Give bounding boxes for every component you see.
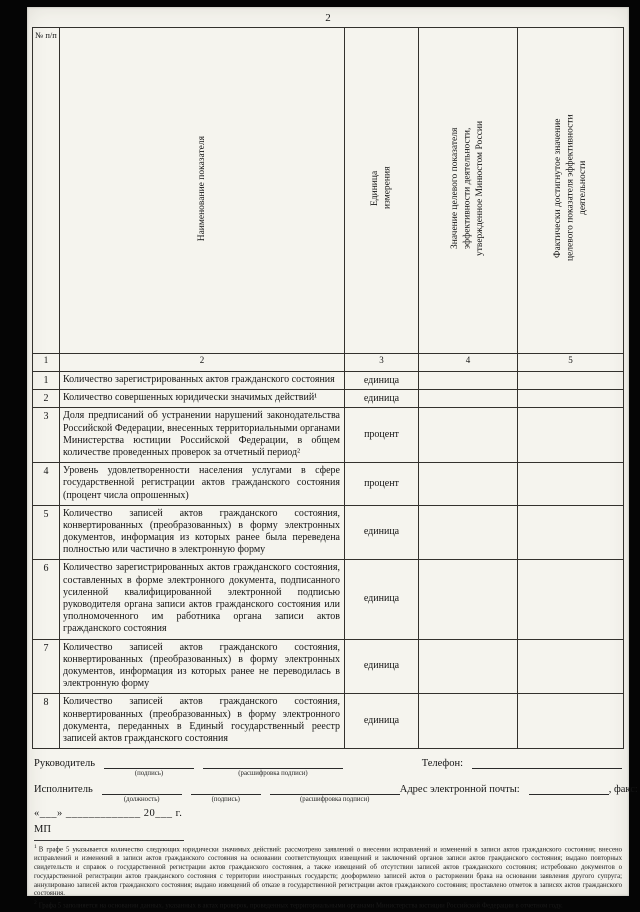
footnote-separator: [34, 840, 184, 841]
executor-signature-row: [34, 783, 638, 803]
stamp-placeholder: МП: [34, 824, 51, 835]
target-value-cell: [419, 505, 518, 560]
signature-caption: (расшифровка подписи): [300, 795, 370, 803]
indicator-name-cell: Количество зарегистрированных актов гражданского состояния, составленных в форме электронного документа, подписанного усиленной квалифицированной электронной подписью руководителя органа записи актов гражданского состояния или уполномоченного им работника органа записи актов гражданского состояния: [60, 560, 345, 639]
head-sign-field: [104, 757, 194, 777]
actual-value-cell: [518, 408, 624, 463]
row-number-cell: 5: [33, 505, 60, 560]
unit-cell: процент: [345, 408, 419, 463]
table-row: [33, 390, 624, 408]
document-page: [27, 7, 638, 910]
unit-cell: процент: [345, 463, 419, 506]
row-number-cell: 2: [33, 390, 60, 408]
signature-line: [270, 783, 400, 795]
signature-line: [191, 783, 261, 795]
actual-value-cell: [518, 463, 624, 506]
table-body: [33, 372, 624, 749]
header-label-target: Значение целевого показателя эффективности деятельности, утвержденное Минюстом России: [450, 120, 486, 256]
header-cell-name: [60, 28, 345, 354]
report-table: [32, 27, 624, 749]
email-row: [400, 783, 640, 795]
footnote-text: В графе 5 указывается количество следующих юридически значимых действий: рассмотрено заявлений о внесении исправлений и изменений в записи актов гражданского состояния; внесено исправлений и изменений в записи актов гражданского состояния на основании соответствующих извещений и заключений органов записи актов гражданского состояния; выдано повторных свидетельств и справок о государственной регистрации актов гражданского состояния, а также извещений об отсутствии записей актов гражданского состояния; истребовано документов о государственной регистрации актов гражданского состояния с территории иностранных государств; дооформлено записей актов о расторжении брака на основании заявления другого супруга; аннулировано записей актов гражданского состояния; выдано извещений об отказе в государственной регистрации актов гражданского состояния; проставлено отметок в записях актов гражданского состояния.: [34, 846, 622, 898]
indicator-name-cell: Количество записей актов гражданского состояния, конвертированных (преобразованных) в форму электронных документов, информация из которых ранее не переводилась в электронную форму: [60, 639, 345, 694]
document-content: [32, 27, 638, 912]
target-value-cell: [419, 639, 518, 694]
target-value-cell: [419, 560, 518, 639]
footnote-marker: 2: [34, 900, 37, 907]
actual-value-cell: [518, 372, 624, 390]
phone-label: Телефон:: [421, 758, 463, 770]
executor-position-field: [102, 783, 182, 803]
phone-line: [472, 757, 622, 769]
footnote-2: [34, 900, 622, 911]
actual-value-cell: [518, 694, 624, 749]
header-cell-unit: [345, 28, 419, 354]
target-value-cell: [419, 390, 518, 408]
footnotes-block: [34, 840, 622, 911]
indicator-name-cell: Доля предписаний об устранении нарушений законодательства Российской Федерации, внесенных территориальными органами Министерства юстиции Российской Федерации, в общем количестве проведенных проверок за отчетный период²: [60, 408, 345, 463]
table-row: [33, 372, 624, 390]
header-label-num: № п/п: [35, 30, 57, 40]
row-number-cell: 1: [33, 372, 60, 390]
executor-label: Исполнитель: [34, 783, 93, 795]
executor-name-field: [270, 783, 400, 803]
fax-label: , факс:: [608, 783, 638, 795]
signature-caption: (подпись): [211, 795, 240, 803]
phone-row: [422, 757, 622, 769]
header-label-unit: Единица измерения: [369, 167, 393, 210]
unit-cell: единица: [345, 694, 419, 749]
table-header-row: [33, 28, 624, 354]
head-label: Руководитель: [34, 758, 95, 770]
indicator-name-cell: Количество записей актов гражданского состояния, конвертированных (преобразованных) в форму электронных документов, информация из которых ранее была переведена полностью или частично в электронную форму: [60, 505, 345, 560]
phone-field: [472, 757, 622, 769]
row-number-cell: 6: [33, 560, 60, 639]
table-row: [33, 639, 624, 694]
header-label-actual: Фактически достигнутое значение целевого показателя эффективности деятельности: [552, 114, 588, 262]
table-row: [33, 560, 624, 639]
table-row: [33, 408, 624, 463]
page-number: 2: [325, 12, 331, 24]
signature-caption: (должность): [123, 795, 160, 803]
date-line: «___» _____________ 20___ г.: [34, 808, 183, 819]
table-row: [33, 505, 624, 560]
actual-value-cell: [518, 505, 624, 560]
signature-line: [203, 757, 343, 769]
indicator-name-cell: Количество записей актов гражданского состояния, конвертированных (преобразованных) в форму электронного документа, переданных в Единый государственный реестр записей актов гражданского состояния: [60, 694, 345, 749]
target-value-cell: [419, 408, 518, 463]
indicator-name-cell: Количество совершенных юридически значимых действий¹: [60, 390, 345, 408]
column-number-4: 4: [419, 354, 518, 372]
indicator-name-cell: Уровень удовлетворенности населения услугами в сфере государственной регистрации актов гражданского состояния (процент числа опрошенных): [60, 463, 345, 506]
unit-cell: единица: [345, 372, 419, 390]
table-head: [33, 28, 624, 372]
table-row: [33, 463, 624, 506]
column-number-2: 2: [60, 354, 345, 372]
row-number-cell: 8: [33, 694, 60, 749]
signature-caption: (подпись): [134, 770, 164, 778]
indicator-name-cell: Количество зарегистрированных актов гражданского состояния: [60, 372, 345, 390]
signature-caption: (расшифровка подписи): [238, 770, 308, 778]
signature-line: [104, 757, 194, 769]
table-row: [33, 694, 624, 749]
header-cell-actual: [518, 28, 624, 354]
email-field: [529, 783, 609, 795]
target-value-cell: [419, 372, 518, 390]
footnote-marker: 1: [34, 844, 37, 850]
header-label-name: Наименование показателя: [196, 135, 207, 241]
date-row: [34, 808, 622, 819]
target-value-cell: [419, 463, 518, 506]
row-number-cell: 4: [33, 463, 60, 506]
column-number-row: [33, 354, 624, 372]
actual-value-cell: [518, 390, 624, 408]
unit-cell: единица: [345, 505, 419, 560]
email-label: Адрес электронной почты:: [399, 783, 520, 795]
row-number-cell: 3: [33, 408, 60, 463]
unit-cell: единица: [345, 390, 419, 408]
footnote-1: [34, 844, 622, 899]
actual-value-cell: [518, 560, 624, 639]
executor-sign-field: [191, 783, 261, 803]
row-number-cell: 7: [33, 639, 60, 694]
stamp-row: [34, 824, 622, 835]
header-cell-target: [419, 28, 518, 354]
email-line: [529, 783, 609, 795]
signature-line: [102, 783, 182, 795]
column-number-5: 5: [518, 354, 624, 372]
actual-value-cell: [518, 639, 624, 694]
head-name-field: [203, 757, 343, 777]
footnote-text: Графа 5 заполняется на основании данных, указанных в актах проверок, проведенных территориальными органами Министерства юстиции Российской Федерации в отчетном году.: [38, 902, 563, 910]
unit-cell: единица: [345, 560, 419, 639]
column-number-1: 1: [33, 354, 60, 372]
target-value-cell: [419, 694, 518, 749]
column-number-3: 3: [345, 354, 419, 372]
head-signature-row: [34, 757, 622, 777]
header-cell-num: [33, 28, 60, 354]
signature-block: [34, 757, 638, 835]
unit-cell: единица: [345, 639, 419, 694]
